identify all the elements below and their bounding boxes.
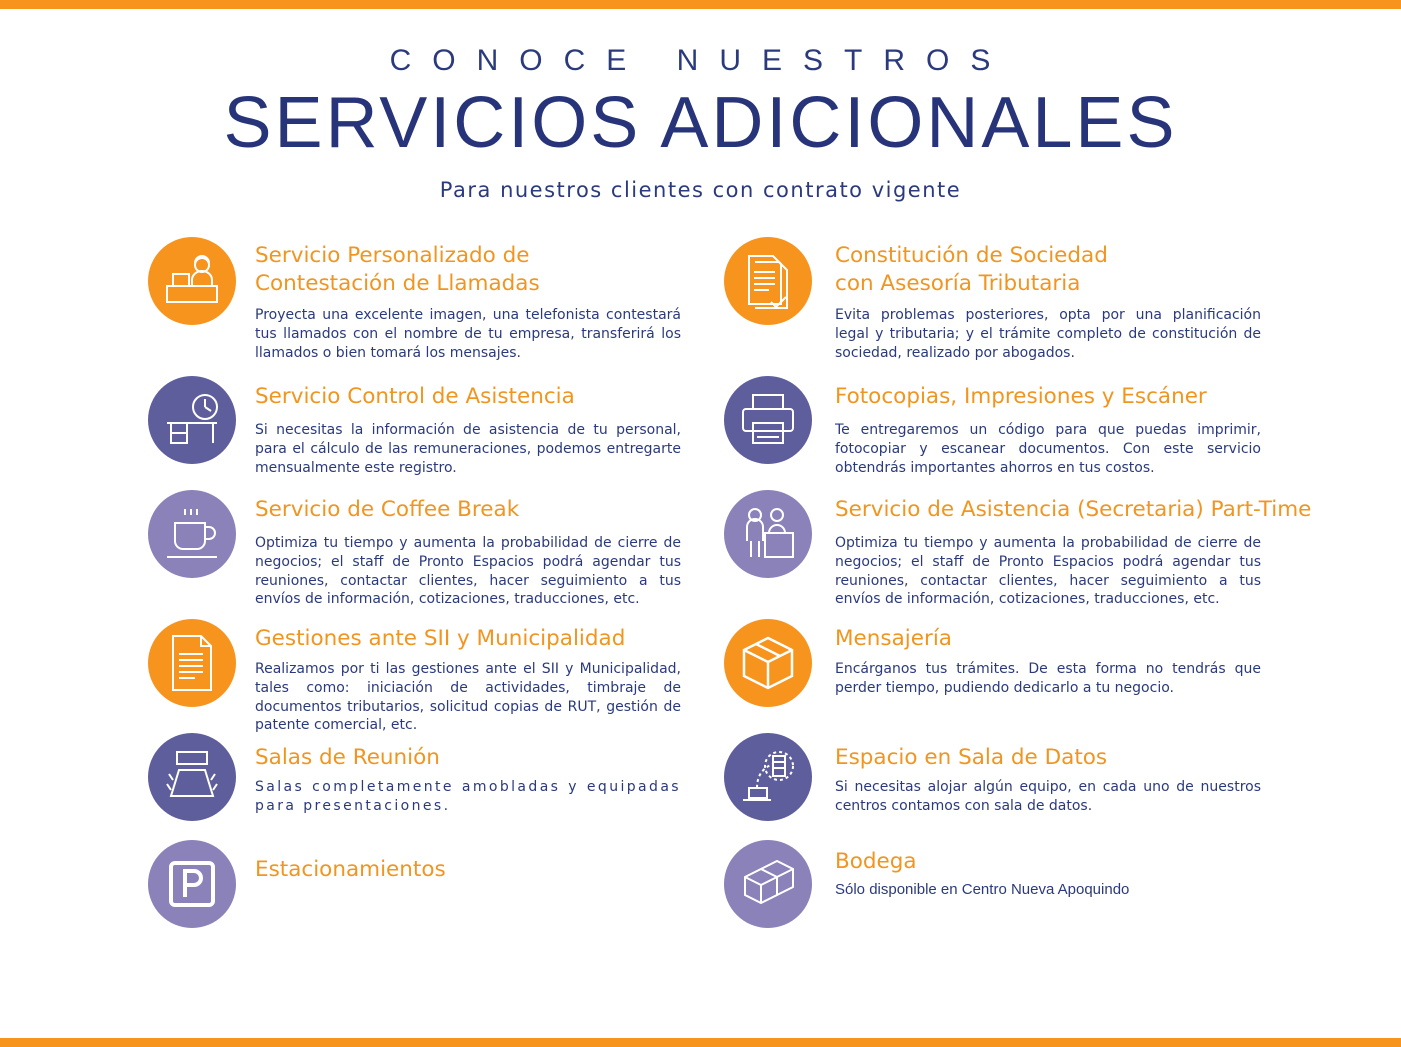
coffee-cup-icon [159, 501, 225, 567]
service-title: Salas de Reunión [255, 745, 440, 770]
service-title: Servicio Personalizado de Contestación de Llamadas [255, 243, 540, 296]
service-description: Optimiza tu tiempo y aumenta la probabilidad de cierre de negocios; el staff de Pronto Espacios podrá agendar tus reuniones, contactar clientes, hacer seguimiento a tus envíos de información, cotizaciones, traducciones, etc. [835, 535, 1261, 608]
service-icon-circle [148, 840, 236, 928]
service-description: Sólo disponible en Centro Nueva Apoquindo [835, 881, 1130, 898]
receptionist-icon [159, 248, 225, 314]
service-description: Salas completamente amobladas y equipadas para presentaciones. [255, 779, 681, 814]
page-subtitle: Para nuestros clientes con contrato vigente [439, 178, 962, 202]
top-accent-bar [0, 0, 1401, 9]
page-title: SERVICIOS ADICIONALES [223, 83, 1178, 163]
service-description: Optimiza tu tiempo y aumenta la probabilidad de cierre de negocios; el staff de Pronto Espacios podrá agendar tus reuniones, contactar clientes, hacer seguimiento a tus envíos de información, cotizaciones, traducciones, etc. [255, 535, 681, 608]
package-box-icon [735, 630, 801, 696]
document-icon [159, 630, 225, 696]
service-title: Mensajería [835, 626, 952, 651]
service-icon-circle [148, 733, 236, 821]
service-icon-circle [724, 733, 812, 821]
service-description: Realizamos por ti las gestiones ante el SII y Municipalidad, tales como: iniciación de actividades, timbraje de documentos tributarios, solicitud copias de RUT, gestión de patente comercial, etc. [255, 661, 681, 734]
service-title: Fotocopias, Impresiones y Escáner [835, 384, 1207, 409]
service-icon-circle [148, 376, 236, 464]
secretary-icon [735, 501, 801, 567]
service-icon-circle [148, 619, 236, 707]
service-icon-circle [724, 490, 812, 578]
service-icon-circle [724, 619, 812, 707]
service-description: Te entregaremos un código para que puedas imprimir, fotocopiar y escanear documentos. Con este servicio obtendrás importantes ahorros en tus costos. [835, 422, 1261, 476]
header-kicker: CONOCE NUESTROS [389, 44, 1012, 77]
parking-icon [159, 851, 225, 917]
service-description: Evita problemas posteriores, opta por una planificación legal y tributaria; y el trámite completo de constitución de sociedad, realizado por abogados. [835, 307, 1261, 361]
service-icon-circle [724, 237, 812, 325]
service-description: Si necesitas alojar algún equipo, en cada uno de nuestros centros contamos con sala de datos. [835, 779, 1261, 814]
service-title: Servicio de Asistencia (Secretaria) Part-Time [835, 497, 1312, 522]
service-icon-circle [724, 376, 812, 464]
service-icon-circle [148, 237, 236, 325]
storage-boxes-icon [735, 851, 801, 917]
service-title: Espacio en Sala de Datos [835, 745, 1108, 770]
service-description: Encárganos tus trámites. De esta forma no tendrás que perder tiempo, pudiendo dedicarlo a tu negocio. [835, 661, 1261, 696]
service-title: Estacionamientos [255, 857, 446, 882]
service-title: Servicio Control de Asistencia [255, 384, 575, 409]
service-title: Servicio de Coffee Break [255, 497, 520, 522]
desk-clock-icon [159, 387, 225, 453]
service-title: Constitución de Sociedad con Asesoría Tributaria [835, 243, 1108, 296]
service-icon-circle [724, 840, 812, 928]
service-icon-circle [148, 490, 236, 578]
meeting-room-icon [159, 744, 225, 810]
bottom-accent-bar [0, 1038, 1401, 1047]
service-description: Si necesitas la información de asistencia de tu personal, para el cálculo de las remuneraciones, podemos entregarte mensualmente este registro. [255, 422, 681, 476]
service-title: Bodega [835, 849, 917, 874]
data-server-icon [735, 744, 801, 810]
service-title: Gestiones ante SII y Municipalidad [255, 626, 626, 651]
documents-check-icon [735, 248, 801, 314]
service-description: Proyecta una excelente imagen, una telefonista contestará tus llamados con el nombre de tu empresa, transferirá los llamados o bien tomará los mensajes. [255, 307, 681, 361]
printer-icon [735, 387, 801, 453]
